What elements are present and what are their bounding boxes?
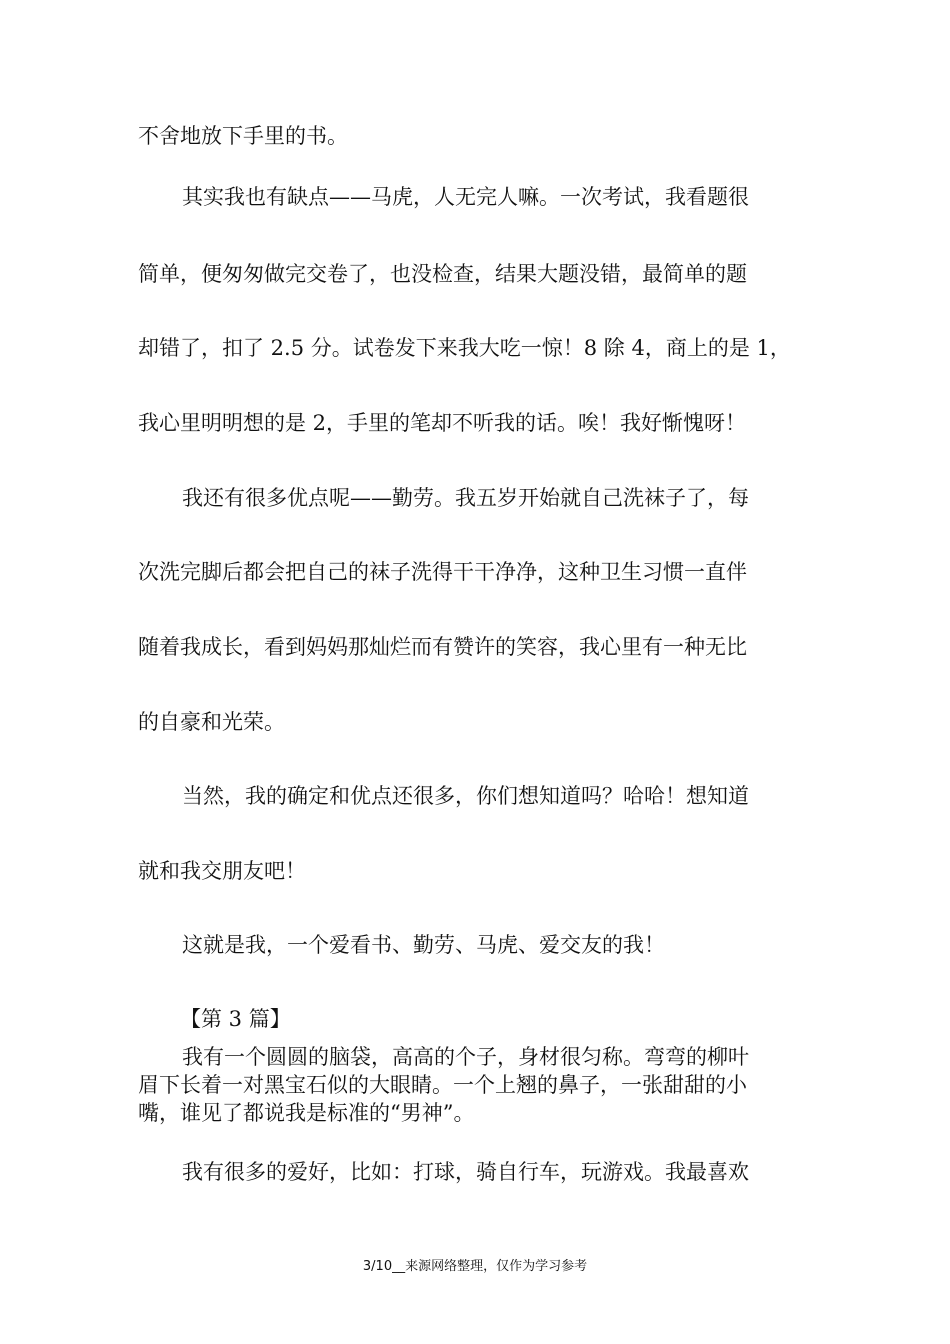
text-line: 我心里明明想的是 2，手里的笔却不听我的话。唉！我好惭愧呀！ (138, 411, 747, 435)
text-line: 简单，便匆匆做完交卷了，也没检查，结果大题没错，最简单的题 (138, 262, 747, 286)
text-line: 这就是我，一个爱看书、勤劳、马虎、爱交友的我！ (182, 933, 665, 957)
text-line: 当然，我的确定和优点还很多，你们想知道吗？哈哈！想知道 (182, 784, 749, 808)
text-line: 我有很多的爱好，比如：打球，骑自行车，玩游戏。我最喜欢 (182, 1160, 749, 1184)
text-line: 就和我交朋友吧！ (138, 859, 306, 883)
text-line: 不舍地放下手里的书。 (138, 124, 348, 148)
text-line: 次洗完脚后都会把自己的袜子洗得干干净净，这种卫生习惯一直伴 (138, 560, 747, 584)
text-line: 随着我成长，看到妈妈那灿烂而有赞许的笑容，我心里有一种无比 (138, 635, 747, 659)
text-line: 眉下长着一对黑宝石似的大眼睛。一个上翘的鼻子，一张甜甜的小 (138, 1073, 747, 1097)
text-line: 其实我也有缺点——马虎，人无完人嘛。一次考试，我看题很 (182, 185, 749, 209)
page-footer: 3/10__来源网络整理，仅作为学习参考 (362, 1259, 588, 1274)
text-line: 我有一个圆圆的脑袋，高高的个子，身材很匀称。弯弯的柳叶 (182, 1045, 749, 1069)
text-line: 却错了，扣了 2.5 分。试卷发下来我大吃一惊！8 除 4，商上的是 1， (138, 336, 791, 360)
text-line: 我还有很多优点呢——勤劳。我五岁开始就自己洗袜子了，每 (182, 486, 749, 510)
text-line: 嘴，谁见了都说我是标准的“男神”。 (138, 1101, 475, 1125)
text-line: 的自豪和光荣。 (138, 710, 285, 734)
section-heading: 【第 3 篇】 (180, 1007, 291, 1031)
